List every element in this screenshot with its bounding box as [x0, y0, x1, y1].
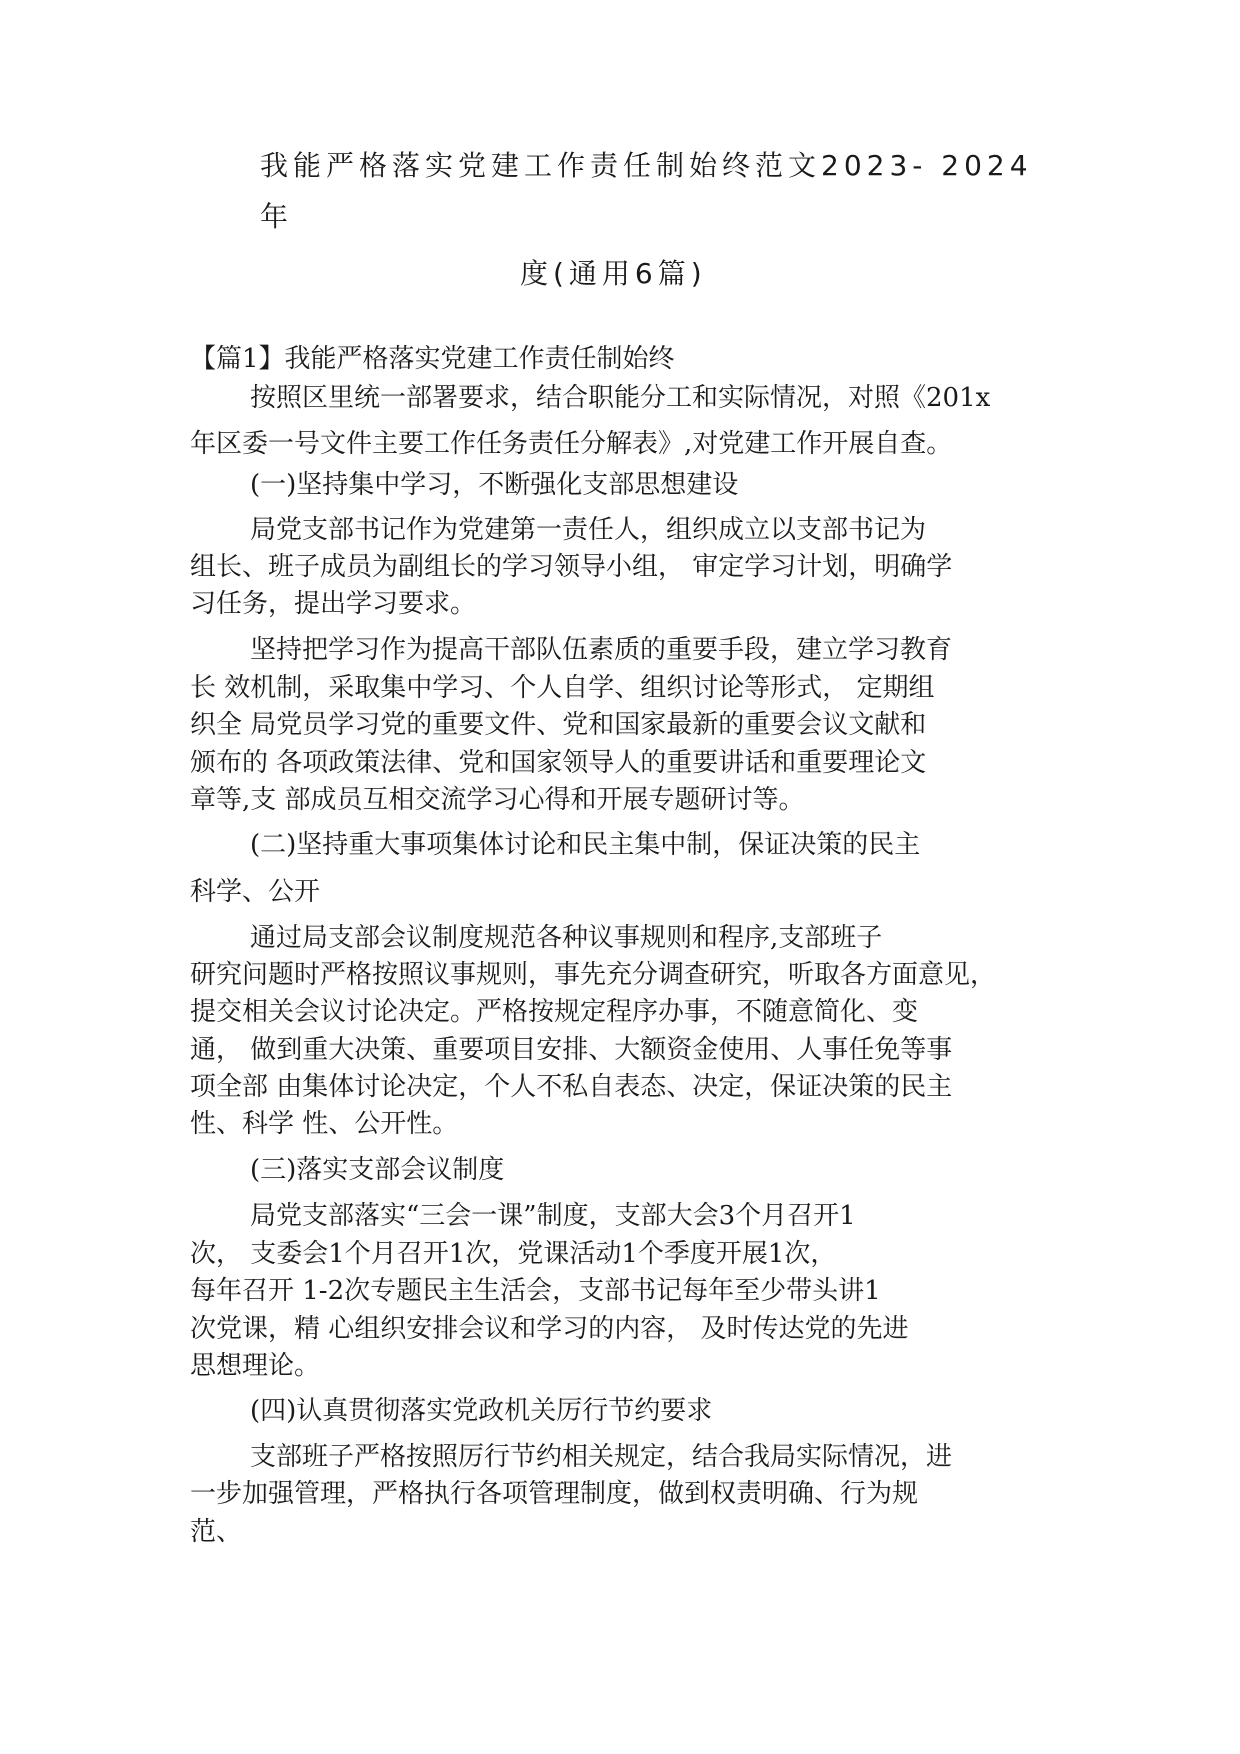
paragraph-line: 次党课，精 心组织安排会议和学习的内容， 及时传达党的先进 — [190, 1314, 909, 1344]
paragraph-line: 通过局支部会议制度规范各种议事规则和程序,支部班子 — [250, 923, 883, 953]
paragraph-line: 颁布的 各项政策法律、党和国家领导人的重要讲话和重要理论文 — [190, 748, 927, 778]
document-title-line-1: 我能严格落实党建工作责任制始终范文2023- 2024 — [260, 149, 1033, 182]
paragraph-line: 通， 做到重大决策、重要项目安排、大额资金使用、人事任免等事 — [190, 1035, 953, 1065]
document-title-line-2: 年 — [260, 200, 294, 233]
paragraph-line: 长 效机制，采取集中学习、个人自学、组织讨论等形式， 定期组 — [190, 673, 935, 703]
paragraph-line: 组长、班子成员为副组长的学习领导小组， 审定学习计划，明确学 — [190, 552, 953, 582]
document-title-line-3: 度(通用6篇) — [520, 257, 707, 290]
paragraph-line: 一步加强管理，严格执行各项管理制度，做到权责明确、行为规 — [190, 1479, 919, 1509]
subheading: (四)认真贯彻落实党政机关厉行节约要求 — [250, 1396, 713, 1426]
paragraph-line: 习任务，提出学习要求。 — [190, 589, 477, 619]
subheading: (一)坚持集中学习，不断强化支部思想建设 — [250, 470, 739, 500]
subheading-continuation: 科学、公开 — [190, 877, 321, 907]
paragraph-line: 坚持把学习作为提高干部队伍素质的重要手段，建立学习教育 — [250, 635, 953, 665]
paragraph-line: 次， 支委会1个月召开1次，党课活动1个季度开展1次， — [190, 1239, 837, 1269]
paragraph-line: 范、 — [190, 1517, 243, 1547]
paragraph-line: 研究问题时严格按照议事规则，事先充分调查研究，听取各方面意见， — [190, 960, 997, 990]
paragraph-line: 项全部 由集体讨论决定，个人不私自表态、决定，保证决策的民主 — [190, 1072, 953, 1102]
paragraph-line: 章等,支 部成员互相交流学习心得和开展专题研讨等。 — [190, 785, 805, 815]
paragraph-line: 织全 局党员学习党的重要文件、党和国家最新的重要会议文献和 — [190, 710, 927, 740]
paragraph-line: 年区委一号文件主要工作任务责任分解表》,对党建工作开展自查。 — [190, 429, 953, 459]
subheading: (三)落实支部会议制度 — [250, 1155, 505, 1185]
subheading: (二)坚持重大事项集体讨论和民主集中制，保证决策的民主 — [250, 830, 921, 860]
paragraph-line: 提交相关会议讨论决定。严格按规定程序办事，不随意简化、变 — [190, 997, 919, 1027]
paragraph-line: 支部班子严格按照厉行节约相关规定，结合我局实际情况，进 — [250, 1442, 953, 1472]
paragraph-line: 每年召开 1-2次专题民主生活会，支部书记每年至少带头讲1 — [190, 1276, 881, 1306]
paragraph-line: 局党支部书记作为党建第一责任人，组织成立以支部书记为 — [250, 515, 927, 545]
section-heading: 【篇1】我能严格落实党建工作责任制始终 — [190, 344, 675, 374]
paragraph-line: 局党支部落实“三会一课”制度，支部大会3个月召开1 — [250, 1201, 856, 1231]
paragraph-line: 性、科学 性、公开性。 — [190, 1109, 459, 1139]
paragraph-line: 按照区里统一部署要求，结合职能分工和实际情况，对照《201x — [250, 383, 991, 413]
paragraph-line: 思想理论。 — [190, 1351, 321, 1381]
